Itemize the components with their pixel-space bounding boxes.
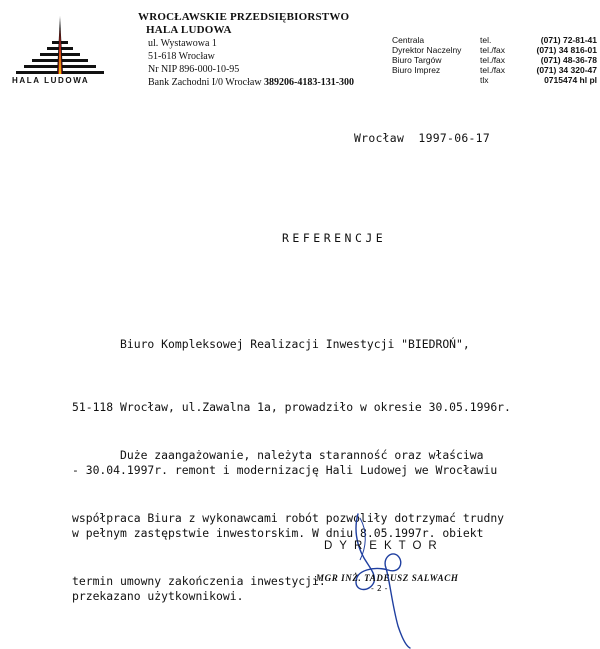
text-line: Biuro Kompleksowej Realizacji Inwestycji "BIEDROŃ",	[72, 337, 470, 351]
contact-row	[392, 45, 597, 55]
text-line: w pełnym zastępstwie inwestorskim. W dniu 8.05.1997r. obiekt	[72, 526, 484, 540]
signature-mark: -2-	[370, 584, 391, 593]
text-line: współpraca Biura z wykonawcami robót pozwoliły dotrzymać trudny	[72, 511, 505, 525]
contact-label: Dyrektor Naczelny	[392, 45, 462, 55]
contact-kind: tel.	[480, 35, 492, 45]
contact-kind: tel./fax	[480, 65, 506, 75]
text-line: - 30.04.1997r. remont i modernizację Hali Ludowej we Wrocławiu	[72, 463, 498, 477]
text-line: 51-118 Wrocław, ul.Zawalna 1a, prowadziło w okresie 30.05.1996r.	[72, 400, 511, 414]
bank-account: 389206-4183-131-300	[264, 77, 355, 88]
contact-kind: tlx	[480, 75, 489, 85]
contact-row	[392, 65, 597, 75]
text-line: przekazano użytkownikowi.	[72, 589, 244, 603]
contact-row	[392, 35, 597, 45]
contact-row	[392, 55, 597, 65]
contacts-list	[392, 35, 597, 85]
place-date: Wrocław 1997-06-17	[354, 131, 490, 145]
company-address-block	[138, 11, 378, 89]
company-name: WROCŁAWSKIE PRZEDSIĘBIORSTWO	[138, 11, 350, 23]
contact-row	[392, 75, 597, 85]
signatory-role: DYREKTOR	[324, 540, 444, 552]
contact-label	[392, 75, 480, 85]
contact-value: (071) 48-36-78	[540, 55, 597, 65]
street: ul. Wystawowa 1	[148, 38, 217, 49]
contact-kind: tel./fax	[480, 55, 506, 65]
contact-value: (071) 34 320-47	[536, 65, 597, 75]
letter-title: REFERENCJE	[282, 231, 387, 245]
text-line: termin umowny zakończenia inwestycji.	[72, 574, 326, 588]
contact-value: (071) 34 816-01	[536, 45, 597, 55]
contact-kind: tel./fax	[480, 45, 506, 55]
contact-label: Centrala	[392, 35, 425, 45]
bank-info	[138, 76, 378, 89]
contact-label: Biuro Imprez	[392, 65, 441, 75]
bank-label: Bank Zachodni I/0 Wrocław	[148, 77, 262, 88]
nip-number: Nr NIP 896-000-10-95	[148, 64, 240, 75]
company-subname: HALA LUDOWA	[146, 24, 232, 36]
text-line: Duże zaangażowanie, należyta staranność oraz właściwa	[72, 448, 484, 462]
city: 51-618 Wrocław	[148, 51, 215, 62]
contact-label: Biuro Targów	[392, 55, 442, 65]
signatory-name: MGR INŻ. TADEUSZ SALWACH	[316, 573, 459, 583]
contact-value: (071) 72-81-41	[540, 35, 597, 45]
logo-text: HALA LUDOWA	[12, 76, 90, 85]
contact-value: 0715474 hl pl	[544, 75, 597, 85]
